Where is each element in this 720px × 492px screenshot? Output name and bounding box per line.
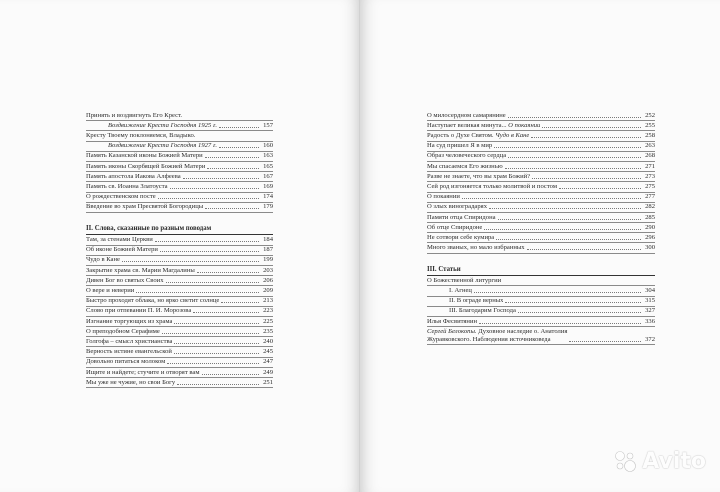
toc-entry <box>86 337 273 347</box>
toc-entry-title <box>86 132 195 140</box>
leader-dots <box>479 323 641 324</box>
toc-entry <box>427 131 655 141</box>
toc-entry-title <box>86 256 120 264</box>
leader-dots <box>518 312 641 313</box>
leader-dots <box>122 261 259 262</box>
toc-entry <box>427 213 655 223</box>
toc-entry-title <box>108 122 217 130</box>
leader-dots <box>193 312 259 313</box>
toc-entry-text: Образ человеческого сердца <box>427 152 507 160</box>
leader-dots <box>221 302 259 303</box>
toc-entry <box>427 172 655 182</box>
toc-entry-text: Сей род изгоняется только молитвой и постом <box>427 183 557 190</box>
toc-entry-title <box>86 338 172 346</box>
toc-entry-text: Кресту Твоему поклоняемся, Владыко. <box>86 132 196 140</box>
toc-entry-title <box>86 246 158 254</box>
leader-dots <box>174 343 259 344</box>
toc-entry <box>427 307 655 317</box>
toc-entry-text: Не сотвори себе кумира <box>427 233 495 241</box>
toc-entry <box>427 203 655 213</box>
toc-entry <box>427 182 655 192</box>
toc-page-number: 203 <box>263 266 273 274</box>
toc-entry <box>427 223 655 233</box>
toc-entry-title <box>427 244 525 252</box>
toc-entry <box>427 317 655 327</box>
toc-entry-text: Духовное наследие о. Анатолия <box>476 327 568 335</box>
toc-page-number: 263 <box>645 142 655 150</box>
toc-entry <box>86 347 273 357</box>
toc-entry-title <box>86 277 164 285</box>
toc-entry-text: Радость о Духе Святом. <box>427 132 496 140</box>
leader-dots <box>532 178 641 179</box>
toc-entry-text: Мы спасаемся Его жизнью <box>427 162 503 170</box>
toc-entry-text: Дивен Бог во святых Своих <box>86 276 164 284</box>
toc-entry-title <box>86 358 165 366</box>
toc-entry-italic-text: О покаянии <box>508 121 541 129</box>
avito-logo-icon <box>612 448 638 474</box>
toc-entry <box>86 297 273 307</box>
toc-page-number: 247 <box>263 358 273 366</box>
toc-page-number: 315 <box>645 297 655 305</box>
leader-dots <box>205 208 259 209</box>
toc-page-number: 174 <box>263 193 273 201</box>
toc-entry-text: Введение во храм Пресвятой Богородицы <box>86 203 204 211</box>
toc-entry <box>427 286 655 296</box>
toc-entry-text: О вере и неверии <box>86 287 135 294</box>
leader-dots <box>166 282 260 283</box>
toc-entry <box>427 111 655 121</box>
toc-page-number: 157 <box>263 121 273 129</box>
toc-entry <box>86 307 273 317</box>
toc-page-number: 282 <box>645 203 655 211</box>
toc-page-number: 275 <box>645 183 655 190</box>
toc-entry-title <box>427 214 496 222</box>
leader-dots <box>559 188 641 189</box>
toc-page-number: 179 <box>263 203 273 211</box>
leader-dots <box>160 251 259 252</box>
toc-entry-title <box>86 236 153 244</box>
toc-entry <box>427 152 655 162</box>
toc-entry-text: Довольно питаться молоком <box>86 358 166 366</box>
toc-page-number: 300 <box>645 244 655 252</box>
toc-page-number: 199 <box>263 256 273 264</box>
toc-page-number: 336 <box>645 317 655 325</box>
toc-entry-text: Память Казанской иконы Божией Матери <box>86 152 203 160</box>
toc-entry-text: Память св. Иоанна Златоуста <box>86 183 168 190</box>
toc-entry-text: Об отце Спиридоне <box>427 223 483 231</box>
toc-entry-title <box>427 152 506 160</box>
toc-page-number: 169 <box>263 183 273 190</box>
toc-entry-text: Изгнание торгующих из храма <box>86 317 173 325</box>
toc-entry-title <box>86 379 175 387</box>
leader-dots <box>167 363 259 364</box>
toc-entry-text: Чудо в Кане <box>86 256 120 264</box>
toc-entry-title <box>449 287 472 295</box>
leader-dots <box>197 272 259 273</box>
toc-entry <box>86 368 273 378</box>
toc-page-number: 206 <box>263 276 273 284</box>
toc-entry <box>86 317 273 327</box>
leader-dots <box>170 188 259 189</box>
toc-entry-title <box>86 328 160 336</box>
toc-page-number: 255 <box>645 121 655 129</box>
toc-entry-text: II. В ограде верных <box>449 297 504 305</box>
toc-page-number: 167 <box>263 172 273 180</box>
toc-page-number: 273 <box>645 172 655 180</box>
toc-entry-title <box>86 152 203 160</box>
toc-page-number: 249 <box>263 368 273 376</box>
toc-right <box>427 111 655 345</box>
toc-entry-title <box>449 307 516 315</box>
leader-dots <box>158 198 259 199</box>
toc-entry <box>427 121 655 131</box>
leader-dots <box>496 239 641 240</box>
toc-page-number: 187 <box>263 246 273 254</box>
toc-entry-title <box>449 297 503 305</box>
toc-subheading <box>427 276 655 286</box>
toc-entry-title <box>427 112 506 120</box>
toc-entry-title <box>427 163 503 171</box>
leader-dots <box>174 323 259 324</box>
toc-page-number: 165 <box>263 162 273 170</box>
toc-entry <box>86 111 273 121</box>
leader-dots <box>207 168 259 169</box>
toc-page-number: 290 <box>645 223 655 231</box>
toc-entry-title <box>427 193 460 201</box>
toc-entry-title <box>86 173 181 181</box>
toc-entry-text: О злых виноградарях <box>427 203 487 211</box>
leader-dots <box>527 249 641 250</box>
toc-entry-text: III. Благодарим Господа <box>449 307 516 315</box>
toc-entry-text: Голгофа – смысл христианства <box>86 337 173 345</box>
toc-entry-text: Там, за стенами Церкви <box>86 236 153 244</box>
toc-entry-text: Наступает великая минута... <box>427 121 509 129</box>
toc-entry-text: Об иконе Божией Матери <box>86 246 158 254</box>
leader-dots <box>219 127 259 128</box>
toc-page-number: 372 <box>645 335 655 343</box>
toc-entry-text: Ищите и найдете; стучите и отворят вам <box>86 368 200 376</box>
toc-entry-title <box>427 132 529 140</box>
leader-dots <box>508 157 641 158</box>
leader-dots <box>542 127 641 128</box>
toc-entry <box>86 121 273 131</box>
toc-entry <box>86 193 273 203</box>
toc-entry <box>427 162 655 172</box>
leader-dots <box>136 292 259 293</box>
toc-page-number: 251 <box>263 378 273 386</box>
toc-entry-title <box>427 224 482 232</box>
toc-entry <box>86 276 273 286</box>
toc-page-number: 225 <box>263 317 273 325</box>
avito-watermark <box>612 448 706 474</box>
toc-entry-title <box>86 203 203 211</box>
toc-entry <box>86 142 273 152</box>
toc-page-number: 285 <box>645 213 655 221</box>
toc-entry-title <box>86 193 156 201</box>
toc-page-number: 240 <box>263 337 273 345</box>
toc-page-number: 271 <box>645 162 655 170</box>
toc-entry-title <box>427 183 557 191</box>
toc-page-number: 252 <box>645 111 655 119</box>
leader-dots <box>219 147 259 148</box>
toc-entry <box>86 152 273 162</box>
toc-entry-text: О рождественском посте <box>86 193 156 201</box>
toc-entry-title <box>427 203 487 211</box>
toc-entry <box>86 327 273 337</box>
toc-entry <box>86 131 273 141</box>
toc-entry-text: Мы уже не чужие, но свои Богу <box>86 378 176 386</box>
toc-entry-text: Быстро проходят облака, но ярко светит солнце <box>86 297 220 305</box>
toc-page-number: 213 <box>263 297 273 305</box>
toc-entry-title <box>86 267 195 275</box>
toc-subheading-text: О Божественной литургии <box>427 276 502 284</box>
toc-entry-title <box>86 348 172 356</box>
toc-page-number: 163 <box>263 152 273 160</box>
toc-entry-title <box>86 163 205 171</box>
toc-entry <box>86 203 273 213</box>
toc-entry <box>86 172 273 182</box>
leader-dots <box>508 117 641 118</box>
toc-entry-text: Воздвижение Креста Господня 1927 г. <box>108 142 217 150</box>
avito-logo-text: Avito <box>642 448 706 474</box>
toc-entry-text: Память иконы Скорбящей Божией Матери <box>86 162 206 170</box>
toc-page-number: 327 <box>645 307 655 315</box>
toc-entry <box>86 266 273 276</box>
toc-entry-text: Слово при отпевании П. И. Морозова <box>86 307 192 315</box>
toc-entry <box>86 246 273 256</box>
right-page <box>360 0 720 492</box>
section-heading: II. Слова, сказанные по разным поводам <box>86 218 273 235</box>
toc-entry <box>427 297 655 307</box>
toc-page-number: 258 <box>645 132 655 140</box>
toc-entry <box>427 142 655 152</box>
toc-page-number: 184 <box>263 236 273 244</box>
toc-page-number: 277 <box>645 193 655 201</box>
leader-dots <box>162 333 259 334</box>
toc-entry-text: О милосердном самарянине <box>427 111 506 119</box>
leader-dots <box>205 157 259 158</box>
toc-entry <box>427 233 655 243</box>
toc-entry-title <box>427 328 567 344</box>
toc-entry-text: Принять и воздвигнуть Его Крест. <box>86 111 183 119</box>
toc-page-number: 160 <box>263 142 273 150</box>
toc-entry-text: I. Агнец <box>449 287 472 294</box>
leader-dots <box>489 208 641 209</box>
leader-dots <box>569 341 641 342</box>
toc-entry-title <box>427 142 492 150</box>
toc-entry <box>86 358 273 368</box>
toc-page-number: 209 <box>263 287 273 294</box>
toc-entry-title <box>86 183 168 191</box>
leader-dots <box>177 384 259 385</box>
toc-entry-title <box>108 142 217 150</box>
toc-entry <box>86 182 273 192</box>
toc-entry-title <box>427 318 477 326</box>
toc-page-number: 223 <box>263 307 273 315</box>
toc-entry <box>427 243 655 253</box>
toc-page-number: 304 <box>645 287 655 294</box>
toc-entry-text: Разве не знаете, что вы храм Божий? <box>427 172 531 180</box>
toc-left <box>86 111 273 388</box>
leader-dots <box>531 137 641 138</box>
leader-dots <box>484 229 641 230</box>
toc-entry <box>86 235 273 245</box>
toc-entry <box>86 286 273 296</box>
toc-entry-title <box>427 234 494 242</box>
toc-entry <box>86 378 273 388</box>
toc-page-number: 245 <box>263 348 273 356</box>
toc-entry-text: Много званых, но мало избранных <box>427 244 525 252</box>
toc-entry-title <box>86 297 219 305</box>
toc-entry-text: Закрытие храма св. Марии Магдалины <box>86 266 195 274</box>
leader-dots <box>183 178 259 179</box>
toc-entry-text: О преподобном Серафиме <box>86 327 160 335</box>
toc-entry-italic-text: Чудо в Кане <box>495 132 530 140</box>
toc-entry-author: Сергей Белокопы. <box>427 327 477 335</box>
leader-dots <box>155 241 259 242</box>
section-heading: III. Статьи <box>427 259 655 276</box>
toc-page-number: 296 <box>645 233 655 241</box>
toc-entry-text: О покаянии <box>427 193 460 201</box>
toc-page-number: 268 <box>645 152 655 160</box>
leader-dots <box>462 198 641 199</box>
toc-entry-text: Памяти отца Спиридона <box>427 213 496 221</box>
leader-dots <box>498 219 641 220</box>
toc-entry <box>427 193 655 203</box>
toc-entry-title <box>86 287 134 295</box>
toc-entry-text: Журавковского. Наблюдения источниковеда <box>427 335 551 343</box>
toc-entry-text: Воздвижение Креста Господня 1925 г. <box>108 121 217 129</box>
leader-dots <box>505 302 641 303</box>
toc-entry-text: Верность истине евангельской <box>86 348 172 356</box>
toc-entry-text: Память апостола Иакова Алфеева <box>86 172 181 180</box>
leader-dots <box>202 374 260 375</box>
toc-entry-text: На суд пришел Я в мир <box>427 142 493 150</box>
leader-dots <box>505 168 641 169</box>
toc-entry-line <box>427 328 567 336</box>
leader-dots <box>174 353 259 354</box>
toc-entry-title <box>427 122 540 130</box>
leader-dots <box>494 147 641 148</box>
toc-entry-title <box>86 318 172 326</box>
toc-entry-title <box>86 307 191 315</box>
toc-entry-title <box>427 173 530 181</box>
toc-entry <box>86 256 273 266</box>
leader-dots <box>474 292 641 293</box>
toc-entry-title <box>86 112 182 120</box>
toc-page-number: 235 <box>263 327 273 335</box>
toc-entry-multiline <box>427 327 655 345</box>
toc-entry-title <box>86 369 200 377</box>
toc-entry <box>86 162 273 172</box>
toc-entry-text: Илья Фесвитянин <box>427 317 478 325</box>
